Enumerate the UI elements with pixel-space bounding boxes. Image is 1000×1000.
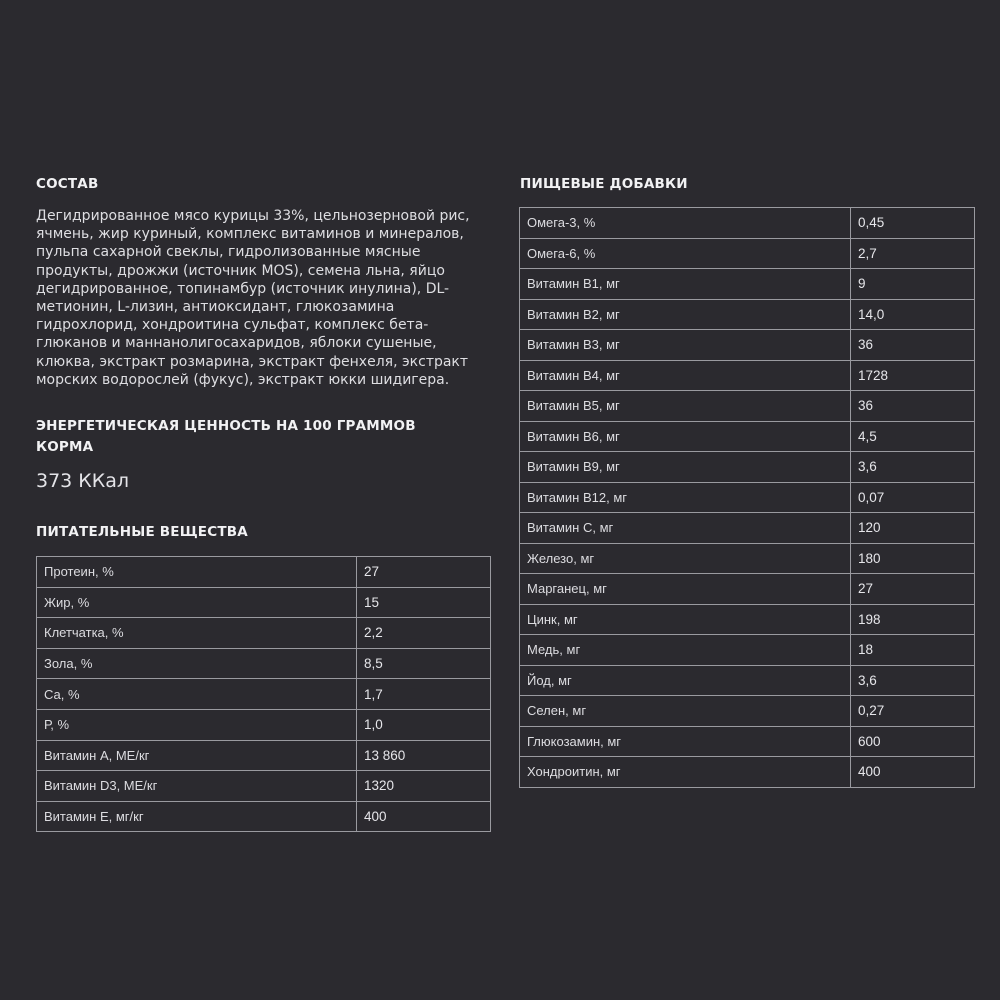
row-label: Клетчатка, % (37, 618, 357, 649)
row-value: 600 (851, 726, 975, 757)
row-value: 0,07 (851, 482, 975, 513)
table-row (520, 757, 975, 788)
table-row (37, 740, 491, 771)
row-label: Витамин В4, мг (520, 360, 851, 391)
row-value: 36 (851, 330, 975, 361)
row-value: 180 (851, 543, 975, 574)
row-value: 3,6 (851, 452, 975, 483)
table-row (520, 635, 975, 666)
row-label: Йод, мг (520, 665, 851, 696)
table-row (520, 482, 975, 513)
row-label: Марганец, мг (520, 574, 851, 605)
table-row (520, 604, 975, 635)
row-value: 2,7 (851, 238, 975, 269)
row-value: 198 (851, 604, 975, 635)
row-label: Селен, мг (520, 696, 851, 727)
row-label: Витамин Е, мг/кг (37, 801, 357, 832)
row-value: 0,27 (851, 696, 975, 727)
row-value: 1,7 (357, 679, 491, 710)
table-row (520, 543, 975, 574)
table-row (520, 360, 975, 391)
row-label: Омега-3, % (520, 208, 851, 239)
row-label: Глюкозамин, мг (520, 726, 851, 757)
row-label: Витамин С, мг (520, 513, 851, 544)
additives-title: ПИЩЕВЫЕ ДОБАВКИ (520, 176, 688, 192)
composition-title: СОСТАВ (36, 176, 99, 192)
row-label: Железо, мг (520, 543, 851, 574)
table-row (520, 665, 975, 696)
table-row (520, 696, 975, 727)
row-label: Медь, мг (520, 635, 851, 666)
table-row (520, 726, 975, 757)
nutrients-table (36, 556, 491, 832)
row-value: 36 (851, 391, 975, 422)
row-label: Цинк, мг (520, 604, 851, 635)
row-label: Витамин В12, мг (520, 482, 851, 513)
row-label: Витамин В9, мг (520, 452, 851, 483)
row-value: 400 (851, 757, 975, 788)
row-value: 27 (357, 557, 491, 588)
row-value: 1728 (851, 360, 975, 391)
nutrients-table-body (37, 557, 491, 832)
row-label: Витамин В1, мг (520, 269, 851, 300)
table-row (37, 771, 491, 802)
row-label: Витамин В3, мг (520, 330, 851, 361)
energy-value: 373 ККал (36, 470, 130, 492)
row-label: Зола, % (37, 648, 357, 679)
row-value: 9 (851, 269, 975, 300)
table-row (520, 269, 975, 300)
row-value: 8,5 (357, 648, 491, 679)
table-row (37, 679, 491, 710)
table-row (520, 391, 975, 422)
table-row (520, 452, 975, 483)
row-value: 18 (851, 635, 975, 666)
row-value: 120 (851, 513, 975, 544)
composition-text: Дегидрированное мясо курицы 33%, цельнозерновой рис, ячмень, жир куриный, комплекс витаминов и минералов, пульпа сахарной свеклы, гидролизованные мясные продукты, дрожжи (источник MOS), семена льна, яйцо дегидрированное, топинамбур (источник инулина), DL-метионин, L-лизин, антиоксидант, глюкозамина гидрохлорид, хондроитина сульфат, комплекс бета-глюканов и маннанолигосахаридов, яблоки сушеные, клюква, экстракт розмарина, экстракт фенхеля, экстракт морских водорослей (фукус), экстракт юкки шидигера. (36, 208, 470, 388)
table-row (37, 709, 491, 740)
energy-title: ЭНЕРГЕТИЧЕСКАЯ ЦЕННОСТЬ НА 100 ГРАММОВ КОРМА (36, 418, 416, 455)
row-value: 13 860 (357, 740, 491, 771)
row-value: 400 (357, 801, 491, 832)
row-label: Р, % (37, 709, 357, 740)
table-row (37, 801, 491, 832)
row-value: 3,6 (851, 665, 975, 696)
row-label: Омега-6, % (520, 238, 851, 269)
row-label: Витамин В6, мг (520, 421, 851, 452)
row-label: Витамин А, МЕ/кг (37, 740, 357, 771)
additives-table (519, 207, 975, 788)
row-value: 14,0 (851, 299, 975, 330)
table-row (520, 208, 975, 239)
table-row (37, 587, 491, 618)
nutrients-title: ПИТАТЕЛЬНЫЕ ВЕЩЕСТВА (36, 524, 248, 540)
row-label: Са, % (37, 679, 357, 710)
row-label: Витамин D3, МЕ/кг (37, 771, 357, 802)
row-value: 1,0 (357, 709, 491, 740)
table-row (520, 238, 975, 269)
table-row (37, 648, 491, 679)
row-value: 15 (357, 587, 491, 618)
table-row (37, 618, 491, 649)
table-row (37, 557, 491, 588)
row-label: Протеин, % (37, 557, 357, 588)
table-row (520, 421, 975, 452)
table-row (520, 330, 975, 361)
row-label: Хондроитин, мг (520, 757, 851, 788)
row-value: 2,2 (357, 618, 491, 649)
table-row (520, 574, 975, 605)
table-row (520, 299, 975, 330)
row-value: 0,45 (851, 208, 975, 239)
row-value: 27 (851, 574, 975, 605)
row-label: Витамин В2, мг (520, 299, 851, 330)
table-row (520, 513, 975, 544)
additives-table-body (520, 208, 975, 788)
row-value: 4,5 (851, 421, 975, 452)
row-label: Жир, % (37, 587, 357, 618)
row-value: 1320 (357, 771, 491, 802)
row-label: Витамин В5, мг (520, 391, 851, 422)
